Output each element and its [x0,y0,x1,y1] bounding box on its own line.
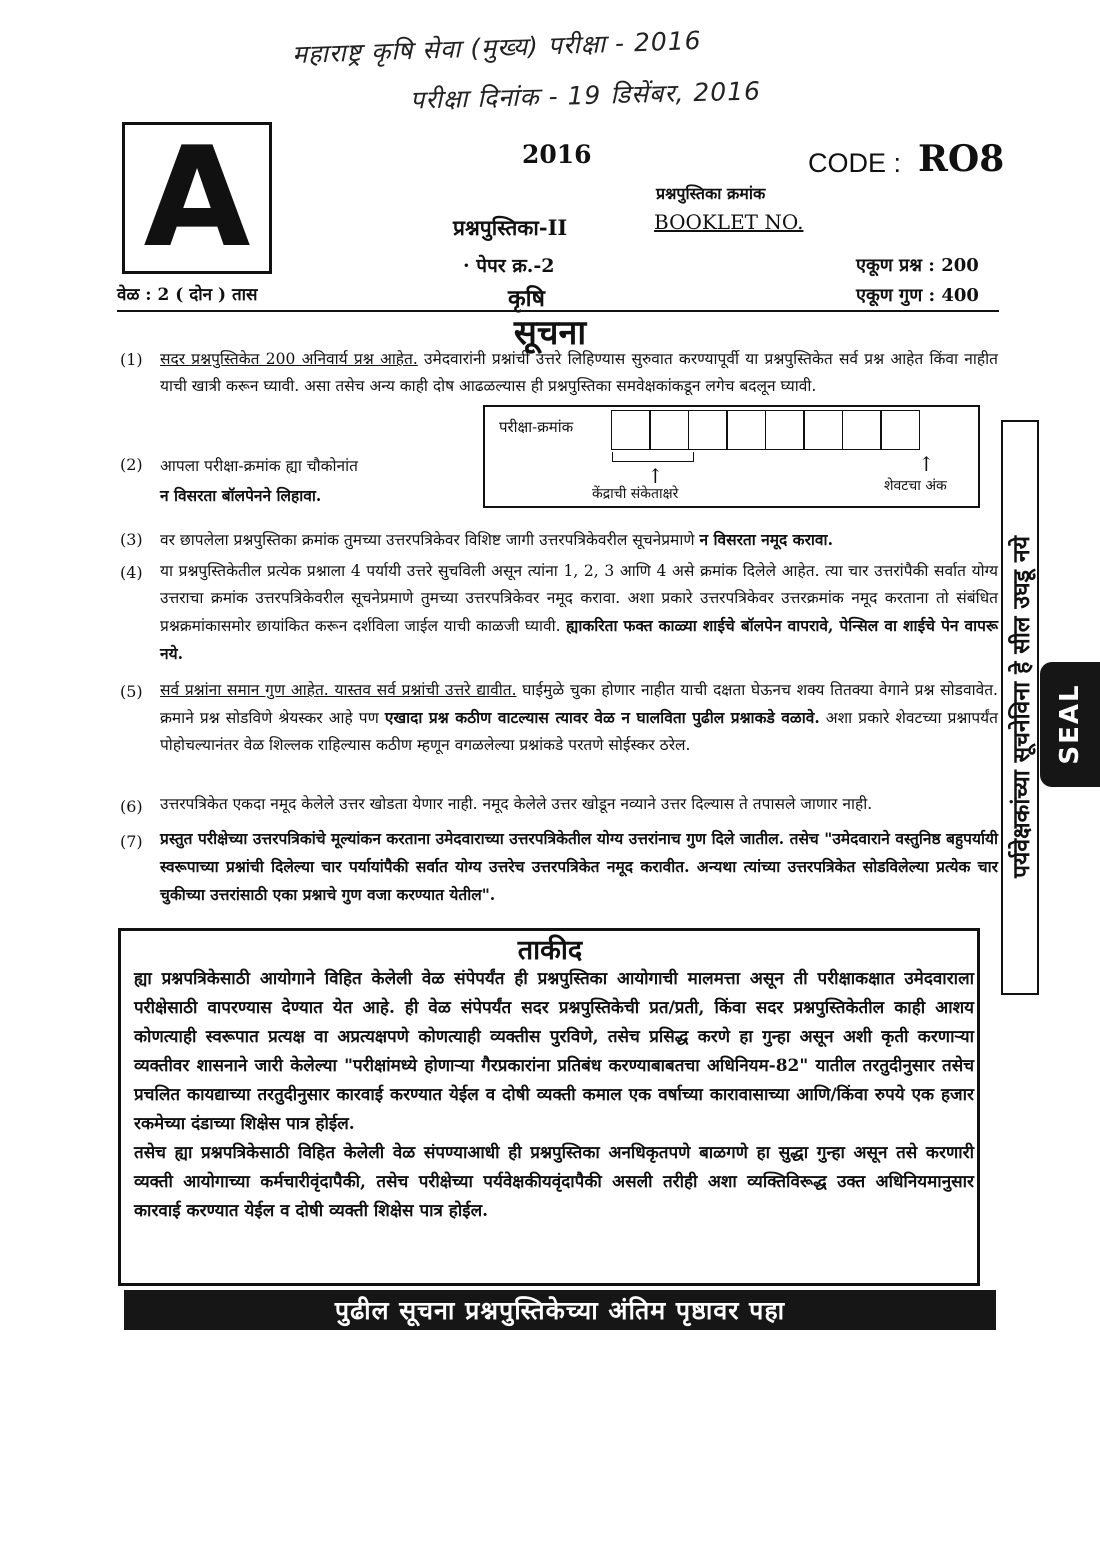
warning-paragraph: तसेच ह्या प्रश्नपत्रिकेसाठी विहित केलेली वेळ संपण्याआधी ही प्रश्नपुस्तिका अनधिकृतपणे बाळगणे हा सुद्धा गुन्हा असून तसे करणारी व्यक्ती आयोगाच्या कर्मचारीवृंदापैकी, तसेच परीक्षेच्या पर्यवेक्षकीयवृंदापैकी असली तरीही अशा व्यक्तिविरूद्ध उक्त अधिनियमानुसार कारवाई करण्यात येईल व दोषी व्यक्ती शिक्षेस पात्र होईल. [134,1143,974,1221]
roll-number-cell [611,410,651,450]
instruction-number: (7) [120,832,143,851]
booklet-number-label: BOOKLET NO. [654,210,804,234]
instruction-text: उमेदवारांनी प्रश्नांची उत्तरे लिहिण्यास सुरुवात करण्यापूर्वी या प्रश्नपुस्तिकेत सर्व प्रश्न आहेत किंवा नाहीत याची खात्री करून घ्यावी. असा तसेच अन्य काही दोष आढळल्यास ही प्रश्नपुस्तिका समवेक्षकांकडून लगेच बदलून घ्यावी. [160,350,998,395]
instruction-text: आपला परीक्षा-क्रमांक ह्या चौकोनांत [160,457,359,475]
center-code-bracket [612,452,694,462]
instruction-emphasis: सर्व प्रश्नांना समान गुण आहेत. यास्तव सर्व प्रश्नांची उत्तरे द्यावीत. [160,681,517,699]
total-questions: एकूण प्रश्न : 200 [856,255,979,276]
question-set-letter: A [143,117,251,278]
booklet-title: प्रश्नपुस्तिका-II [453,215,568,240]
seal-label: SEAL [1055,683,1085,765]
exam-year: 2016 [522,140,592,169]
instruction-text: वर छापलेला प्रश्नपुस्तिका क्रमांक तुमच्या उत्तरपत्रिकेवर विशिष्ट जागी उत्तरपत्रिकेवरील सूचनेप्रमाणे [160,531,700,549]
up-arrow-icon: ↑ [918,452,935,476]
up-arrow-icon: ↑ [647,464,664,488]
question-set-box [122,117,272,278]
warning-text [134,965,974,1226]
roll-number-cell [880,410,920,450]
roll-number-cell [842,410,882,450]
instruction-text: या प्रश्नपुस्तिकेतील प्रत्येक प्रश्नाला 4 पर्यायी उत्तरे सुचविली असून त्यांना 1, 2, 3 आणि 4 असे क्रमांक दिलेले आहेत. त्या चार उत्तरांपैकी सर्वात योग्य उत्तराचा क्रमांक उत्तरपत्रिकेवरील सूचनेप्रमाणे तुमच्या उत्तरपत्रिकेवर नमूद करावा. अशा प्रकारे उत्तरपत्रिकेवर उत्तरक्रमांक नमूद करताना तो संबंधित प्रश्नक्रमांकासमोर छायांकित करून दर्शविला जाईल याची काळजी घ्यावी. [160,562,998,635]
instruction-4 [160,558,998,668]
instruction-text: उत्तरपत्रिकेत एकदा नमूद केलेले उत्तर खोडता येणार नाही. नमूद केलेले उत्तर खोडून नव्याने उत्तर दिल्यास ते तपासले जाणार नाही. [160,795,873,813]
instruction-emphasis: एखादा प्रश्न कठीण वाटल्यास त्यावर वेळ न घालविता पुढील प्रश्नाकडे वळावे. [384,708,820,727]
instruction-text: घाईमुळे चुका होणार नाहीत याची दक्षता घेऊनच शक्य तितक्या वेगाने प्रश्न सोडवावेत. क्रमाने प्रश्न सोडविणे श्रेयस्कर आहे पण [160,681,998,727]
instruction-emphasis: न विसरता नमूद करावा. [699,530,833,549]
instruction-number: (6) [120,797,143,816]
instruction-5 [160,677,998,759]
instructions-title: सूचना [513,313,587,353]
instruction-1 [160,346,998,400]
roll-number-cell [803,410,843,450]
warning-title: ताकीद [517,935,583,966]
instruction-2 [160,452,358,510]
total-marks: एकूण गुण : 400 [856,285,979,306]
instruction-emphasis: न विसरता बॉलपेनने लिहावा. [160,486,322,505]
roll-number-label: परीक्षा-क्रमांक [499,418,574,436]
subject-name: कृषि [508,285,545,312]
instruction-number: (4) [120,563,143,582]
handwritten-exam-date: परीक्षा दिनांक - 19 डिसेंबर, 2016 [409,76,762,115]
instruction-3 [160,526,998,554]
roll-number-cell [688,410,728,450]
roll-number-cell [765,410,805,450]
seal-strip-text: पर्यवेक्षकांच्या सूचनेविना हे सील उघडू नये [1008,535,1035,879]
last-digit-label: शेवटचा अंक [884,478,947,494]
instruction-number: (1) [120,350,143,369]
instruction-number: (2) [120,455,143,474]
code-value: RO8 [918,138,1005,180]
exam-duration: वेळ : 2 ( दोन ) तास [117,285,258,305]
roll-number-cell [649,410,689,450]
warning-paragraph: ह्या प्रश्नपत्रिकेसाठी आयोगाने विहित केलेली वेळ संपेपर्यंत ही प्रश्नपुस्तिका आयोगाची मालमत्ता असून ती परीक्षाकक्षात उमेदवाराला परीक्षेसाठी वापरण्यास देण्यात येत आहे. ही वेळ संपेपर्यंत सदर प्रश्नपुस्तिकेची प्रत/प्रती, किंवा सदर प्रश्नपुस्तिकेतील काही आशय कोणत्याही स्वरूपात प्रत्यक्ष वा अप्रत्यक्षपणे कोणत्याही व्यक्तीस पुरविणे, तसेच प्रसिद्ध करणे हा गुन्हा असून अशी कृती करणाऱ्या व्यक्तीवर शासनाने जारी केलेल्या "परीक्षांमध्ये होणाऱ्या गैरप्रकारांना प्रतिबंध करण्याबाबतचा अधिनियम-82" यातील तरतुदीनुसार तसेच प्रचलित कायद्याच्या तरतुदीनुसार कारवाई करण्यात येईल व दोषी व्यक्ती कमाल एक वर्षाच्या कारावासाच्या आणि/किंवा रुपये एक हजार रकमेच्या दंडाच्या शिक्षेस पात्र होईल. [134,969,974,1134]
instruction-number: (5) [120,682,143,701]
instruction-emphasis: ह्याकरिता फक्त काळ्या शाईचे बॉलपेन वापरावे, पेन्सिल वा शाईचे पेन वापरू नये. [160,616,998,663]
instruction-6 [160,791,998,818]
code-label: CODE : [808,148,902,178]
roll-number-cells [612,410,920,450]
instruction-number: (3) [120,530,143,549]
footer-bar [124,1290,996,1330]
booklet-number-marathi-label: प्रश्नपुस्तिका क्रमांक [656,184,766,203]
footer-note: पुढील सूचना प्रश्नपुस्तिकेच्या अंतिम पृष्ठावर पहा [334,1296,786,1325]
handwritten-exam-name: महाराष्ट्र कृषि सेवा (मुख्य) परीक्षा - 2016 [291,25,703,70]
instruction-text: अशा प्रकारे शेवटच्या प्रश्नापर्यंत पोहोचल्यानंतर वेळ शिल्लक राहिल्यास कठीण म्हणून वगळलेल्या प्रश्नांकडे परतणे सोईस्कर ठरेल. [160,709,998,754]
paper-number: · पेपर क्र.-2 [463,255,555,277]
center-code-label: केंद्राची संकेताक्षरे [592,486,679,502]
instruction-emphasis: प्रस्तुत परीक्षेच्या उत्तरपत्रिकांचे मूल्यांकन करताना उमेदवाराच्या उत्तरपत्रिकेतील योग्य उत्तरांनाच गुण दिले जातील. तसेच "उमेदवाराने वस्तुनिष्ठ बहुपर्यायी स्वरूपाच्या प्रश्नांची दिलेल्या चार पर्यायांपैकी सर्वात योग्य उत्तरेच उत्तरपत्रिकेत नमूद करावीत. अन्यथा त्यांच्या उत्तरपत्रिकेत सोडविलेल्या प्रत्येक चार चुकीच्या उत्तरांसाठी एका प्रश्नाचे गुण वजा करण्यात येतील". [160,829,998,904]
instruction-emphasis: सदर प्रश्नपुस्तिकेत 200 अनिवार्य प्रश्न आहेत. [160,350,418,368]
instruction-7 [160,825,998,909]
roll-number-cell [726,410,766,450]
